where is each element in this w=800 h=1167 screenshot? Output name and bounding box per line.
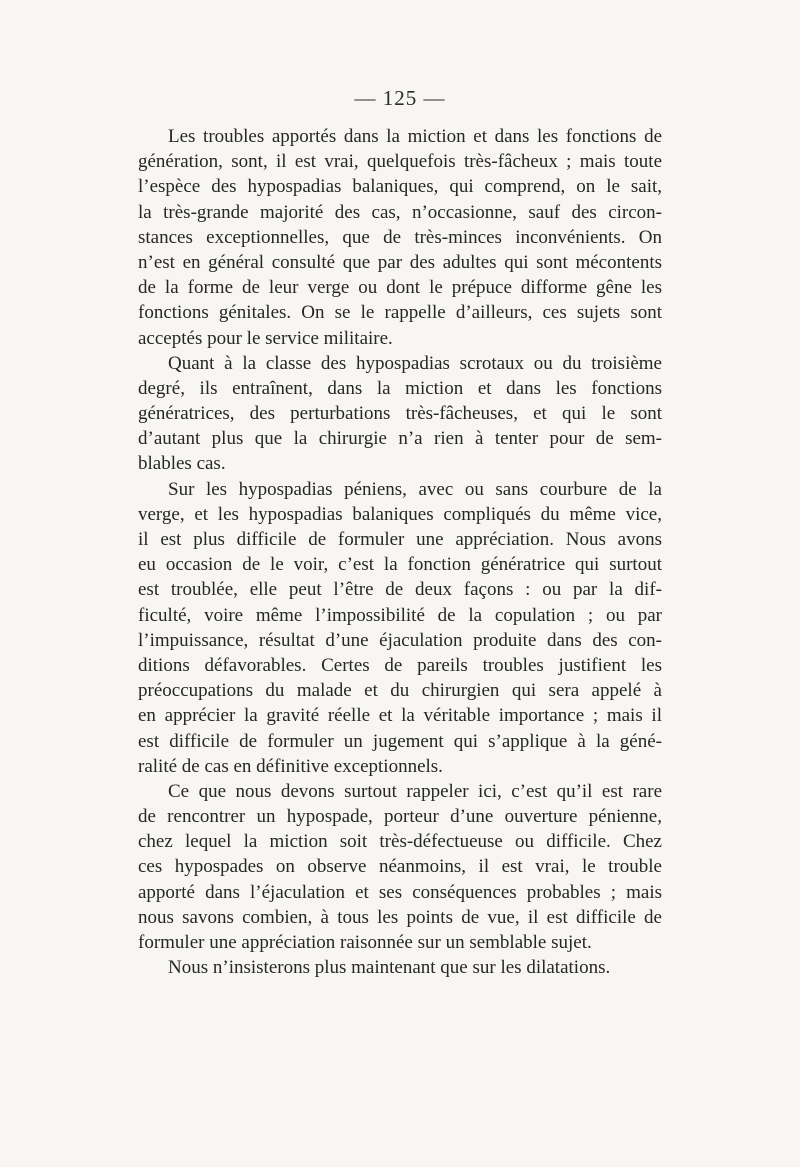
body-text	[138, 124, 662, 980]
text-line: génératrices, des perturbations très-fâcheuses, et qui le sont	[138, 403, 662, 425]
text-line: l’espèce des hypospadias balaniques, qui comprend, on le sait,	[138, 176, 662, 198]
text-line: ralité de cas en définitive exceptionnels.	[138, 755, 443, 777]
text-line: Nous n’insisterons plus maintenant que sur les dilatations.	[168, 957, 611, 979]
text-line: Quant à la classe des hypospadias scrotaux ou du troisième	[168, 352, 662, 374]
text-line: verge, et les hypospadias balaniques compliqués du même vice,	[138, 503, 662, 525]
text-line: acceptés pour le service militaire.	[138, 327, 393, 349]
text-line: génération, sont, il est vrai, quelquefois très-fâcheux ; mais toute	[138, 151, 662, 173]
text-line: ditions défavorables. Certes de pareils troubles justifient les	[138, 654, 662, 676]
text-line: ces hypospades on observe néanmoins, il est vrai, le trouble	[138, 856, 662, 878]
text-line: stances exceptionnelles, que de très-minces inconvénients. On	[138, 226, 662, 248]
text-line: Sur les hypospadias péniens, avec ou sans courbure de la	[168, 478, 662, 500]
text-line: ficulté, voire même l’impossibilité de la copulation ; ou par	[138, 604, 662, 626]
text-line: il est plus difficile de formuler une appréciation. Nous avons	[138, 529, 662, 550]
text-line: la très-grande majorité des cas, n’occasionne, sauf des circon-	[138, 201, 662, 223]
text-line: formuler une appréciation raisonnée sur un semblable sujet.	[138, 932, 592, 953]
text-line: n’est en général consulté que par des adultes qui sont mécontents	[138, 251, 662, 273]
text-line: de rencontrer un hypospade, porteur d’une ouverture pénienne,	[138, 806, 662, 828]
text-line: préoccupations du malade et du chirurgien qui sera appelé à	[138, 680, 662, 702]
text-line: est difficile de formuler un jugement qui s’applique à la géné-	[138, 730, 662, 752]
text-line: apporté dans l’éjaculation et ses conséquences probables ; mais	[138, 881, 662, 903]
text-line: de la forme de leur verge ou dont le prépuce difforme gêne les	[138, 277, 662, 299]
text-line: fonctions génitales. On se le rappelle d’ailleurs, ces sujets sont	[138, 302, 662, 324]
text-line: Ce que nous devons surtout rappeler ici, c’est qu’il est rare	[168, 780, 662, 802]
text-line: nous savons combien, à tous les points de vue, il est difficile de	[138, 906, 662, 928]
text-line: l’impuissance, résultat d’une éjaculation produite dans des con-	[138, 629, 662, 651]
page-number-header: — 125 —	[354, 86, 446, 110]
text-line: blables cas.	[138, 453, 226, 475]
text-line: eu occasion de le voir, c’est la fonction génératrice qui surtout	[138, 554, 662, 576]
text-line: d’autant plus que la chirurgie n’a rien à tenter pour de sem-	[138, 428, 662, 450]
text-line: chez lequel la miction soit très-défectueuse ou difficile. Chez	[138, 831, 662, 853]
text-line: Les troubles apportés dans la miction et dans les fonctions de	[168, 126, 662, 147]
text-line: en apprécier la gravité réelle et la véritable importance ; mais il	[138, 705, 662, 727]
text-line: degré, ils entraînent, dans la miction et dans les fonctions	[138, 377, 662, 399]
text-line: est troublée, elle peut l’être de deux façons : ou par la dif-	[138, 579, 662, 601]
